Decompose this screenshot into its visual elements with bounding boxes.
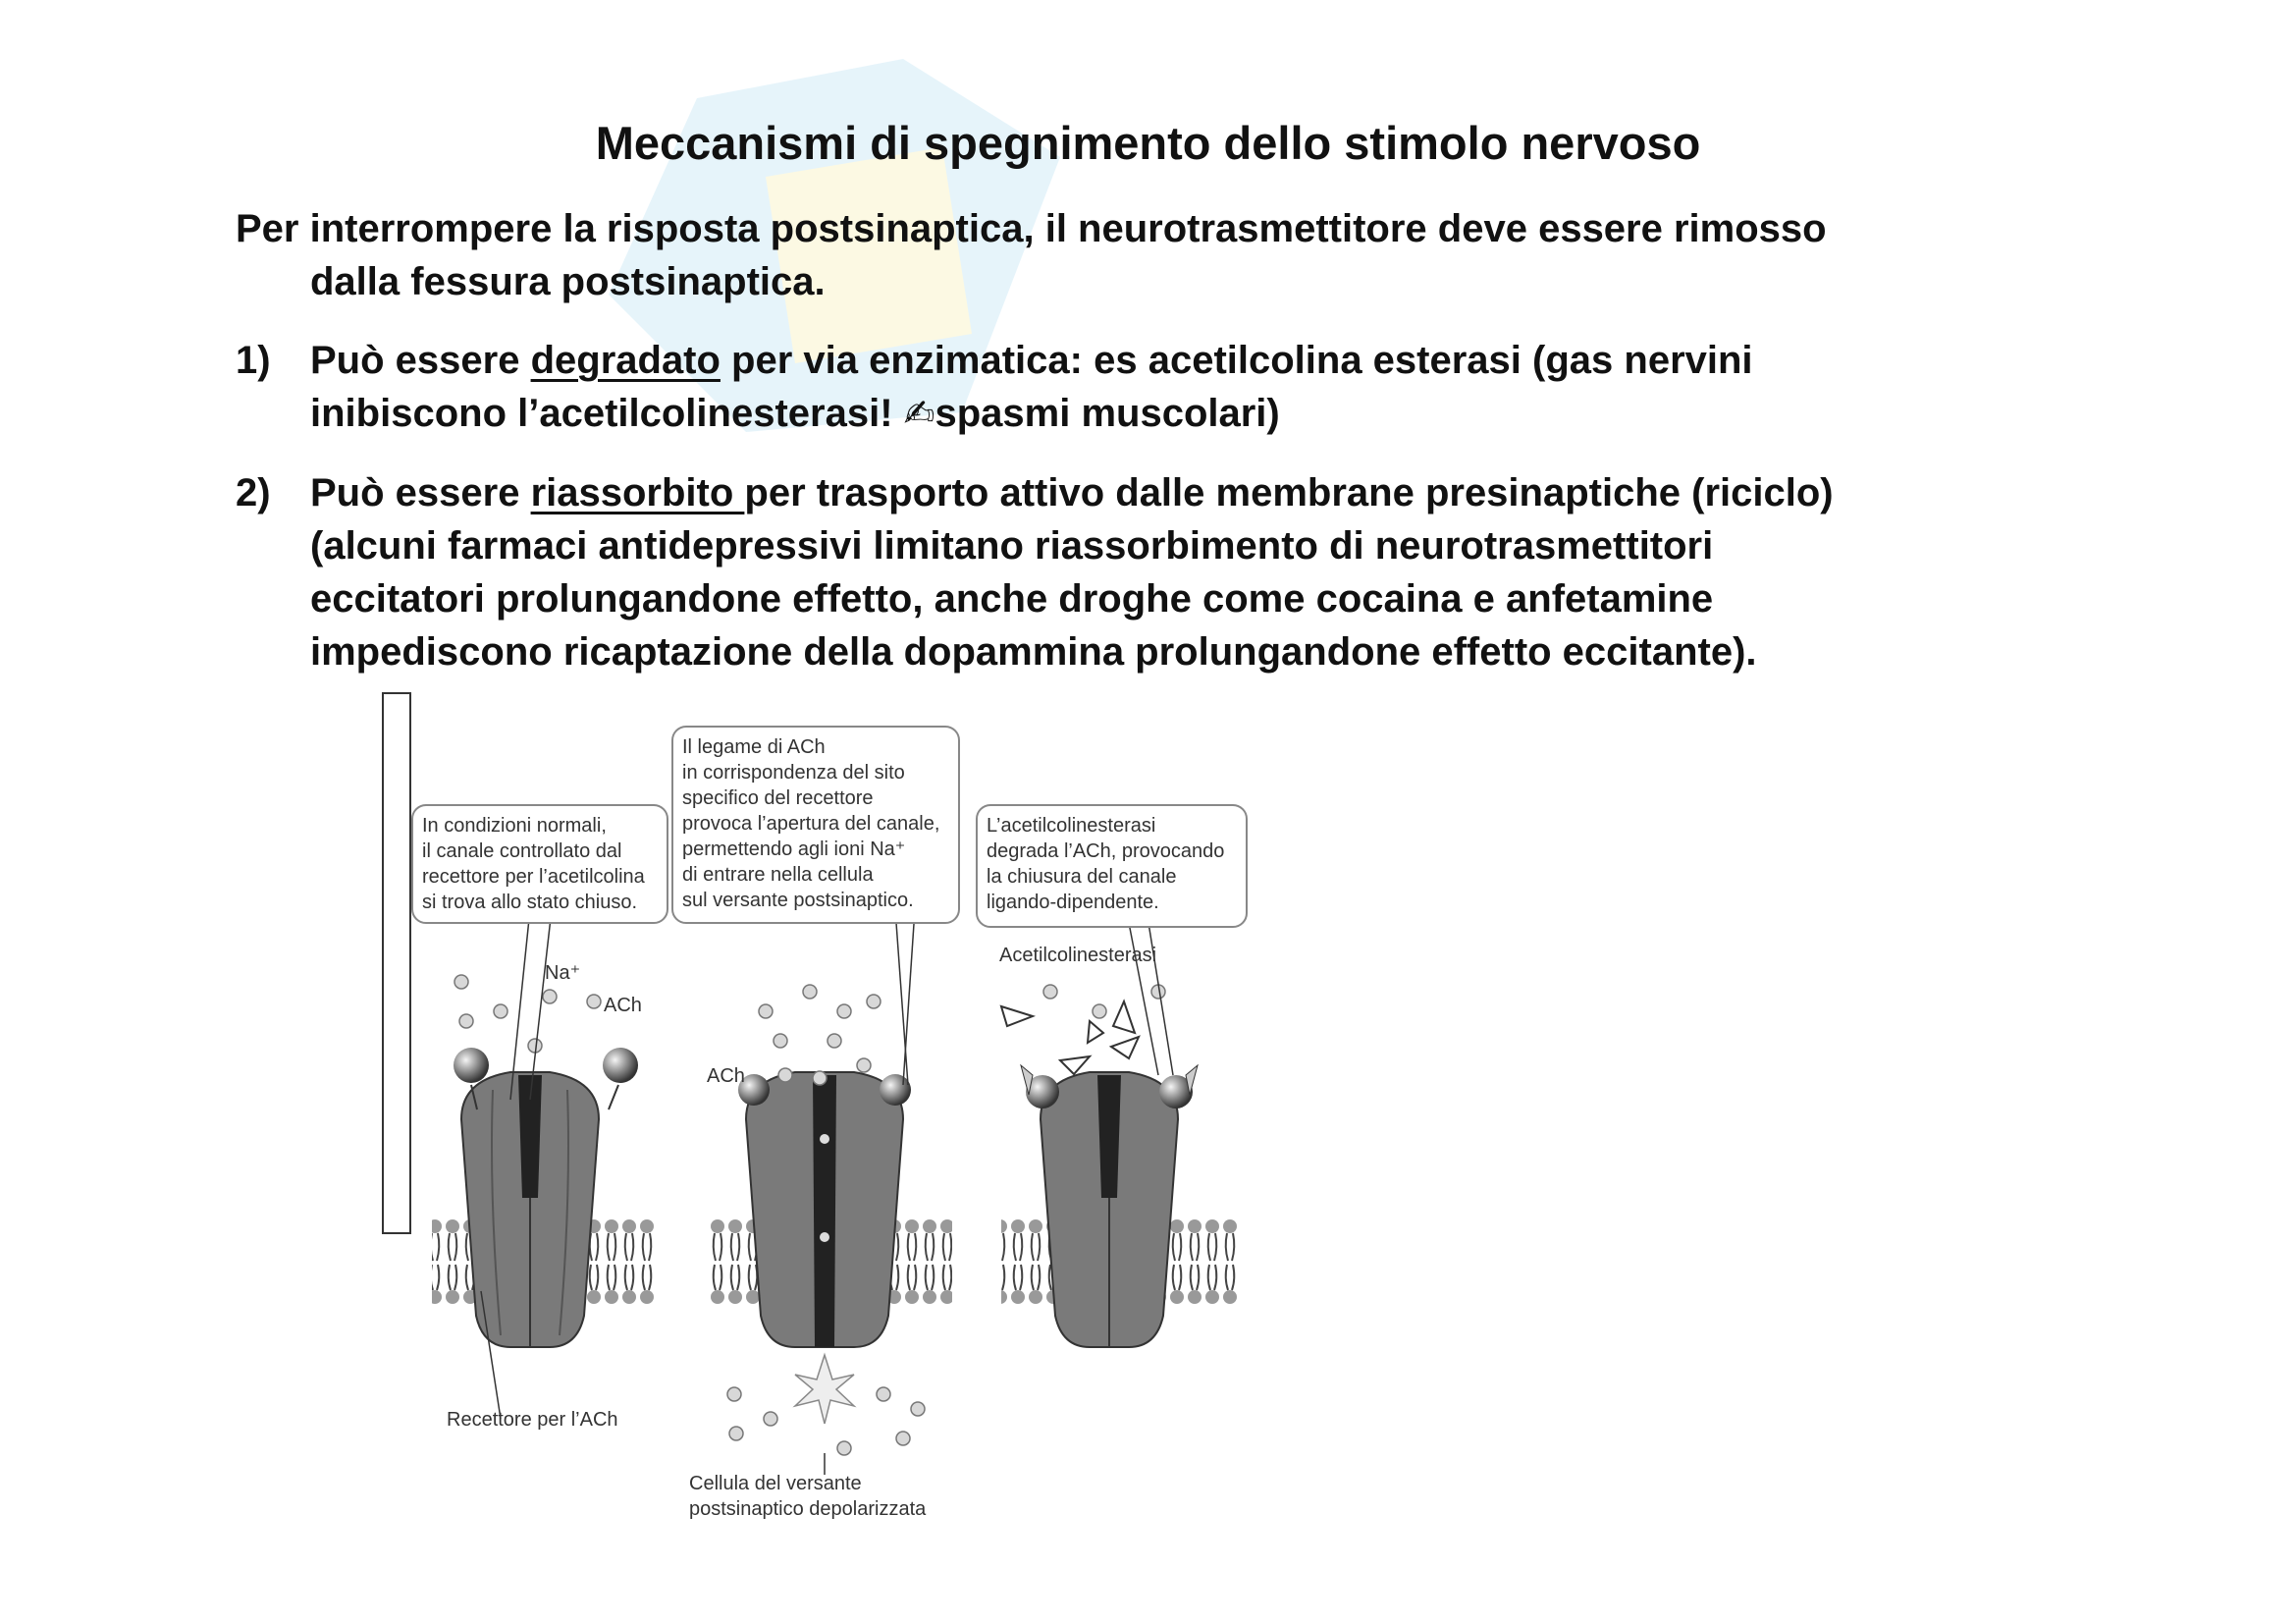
- label-cell-1: Cellula del versante: [689, 1473, 862, 1494]
- item-text: spasmi muscolari): [934, 392, 1280, 435]
- receptor-open: [738, 1072, 911, 1424]
- callout-line: In condizioni normali,: [422, 815, 607, 837]
- intro-paragraph: [236, 202, 2071, 308]
- enzyme-shapes: [1001, 1001, 1139, 1074]
- list-item-1: [236, 334, 2071, 441]
- label-receptor: Recettore per l’ACh: [447, 1409, 618, 1431]
- label-ach-2: ACh: [707, 1065, 745, 1087]
- pen-icon: ✍: [903, 394, 935, 435]
- label-cell-2: postsinaptico depolarizzata: [689, 1498, 927, 1520]
- callout-line: ligando-dipendente.: [987, 892, 1159, 913]
- underlined-term: degradato: [530, 339, 721, 382]
- callout-line: degrada l’ACh, provocando: [987, 840, 1225, 862]
- callout-line: di entrare nella cellula: [682, 864, 874, 886]
- callout-line: L’acetilcolinesterasi: [987, 815, 1156, 837]
- list-item-body: [310, 334, 2071, 441]
- item-text: Può essere: [310, 471, 531, 514]
- callout-1: [416, 809, 664, 919]
- item-text: per via enzimatica: es acetilcolina esterasi (gas nervini: [720, 339, 1753, 382]
- item-text: (alcuni farmaci antidepressivi limitano riassorbimento di neurotrasmettitori: [310, 524, 1714, 568]
- label-na: Na⁺: [545, 962, 581, 984]
- label-enzyme: Acetilcolinesterasi: [999, 945, 1157, 966]
- callout-line: permettendo agli ioni Na⁺: [682, 839, 906, 860]
- callout-line: provoca l’apertura del canale,: [682, 813, 940, 835]
- item-text: per trasporto attivo dalle membrane presinaptiche (riciclo): [744, 471, 1834, 514]
- item-text: Può essere: [310, 339, 531, 382]
- label-ach-1: ACh: [604, 995, 642, 1016]
- intro-line-1: Per interrompere la risposta postsinaptica, il neurotrasmettitore deve essere rimosso: [236, 207, 1827, 250]
- receptor-diagram: [373, 687, 1256, 1551]
- underlined-term: riassorbito: [530, 471, 745, 514]
- callout-line: recettore per l’acetilcolina: [422, 866, 645, 888]
- callout-line: Il legame di ACh: [682, 736, 826, 758]
- item-text: impediscono ricaptazione della dopammina prolungandone effetto eccitante).: [310, 630, 1757, 674]
- callout-line: in corrispondenza del sito: [682, 762, 905, 784]
- list-item-body: [310, 466, 2071, 678]
- callout-line: il canale controllato dal: [422, 840, 622, 862]
- list-number: 2): [236, 471, 271, 514]
- side-bar: [383, 693, 410, 1233]
- callout-3: [981, 809, 1243, 919]
- callout-line: sul versante postsinaptico.: [682, 890, 914, 911]
- callout-line: la chiusura del canale: [987, 866, 1177, 888]
- callout-line: specifico del recettore: [682, 787, 874, 809]
- list-item-2: [236, 466, 2071, 678]
- callout-line: si trova allo stato chiuso.: [422, 892, 637, 913]
- list-number: 1): [236, 339, 271, 382]
- page-title: Meccanismi di spegnimento dello stimolo nervoso: [595, 117, 1701, 169]
- item-text: inibiscono l’acetilcolinesterasi!: [310, 392, 904, 435]
- item-text: eccitatori prolungandone effetto, anche droghe come cocaina e anfetamine: [310, 577, 1714, 621]
- intro-line-2: dalla fessura postsinaptica.: [310, 260, 826, 303]
- callout-2: [676, 730, 955, 917]
